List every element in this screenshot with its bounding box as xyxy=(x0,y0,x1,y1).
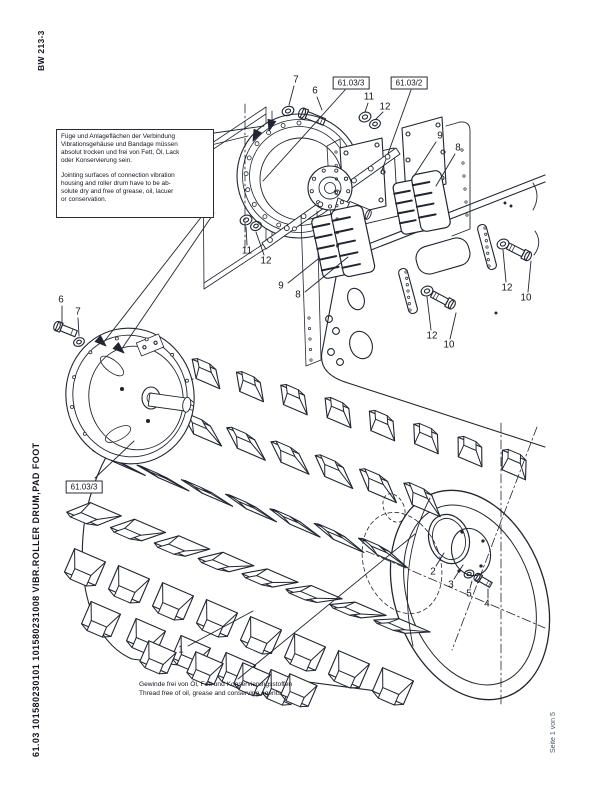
note-german-line-0: Füge und Anlageflächen der Verbindung xyxy=(61,133,176,140)
callout-12-3: 12 xyxy=(379,101,391,113)
callout-5-19: 5 xyxy=(466,588,472,600)
callout-8-5: 8 xyxy=(455,142,461,154)
note-german-line-1: Vibrationsgehäuse und Bandage müssen xyxy=(61,140,178,148)
part-number-title: 61.03 101580230101 101580231008 VIBR.ROLLER DRUM,PAD FOOT xyxy=(31,442,41,757)
machine-model-label: BW 213-3 xyxy=(36,30,46,71)
callout-12-9: 12 xyxy=(260,255,272,267)
callout-6-14: 6 xyxy=(58,294,64,306)
callout-6-1: 6 xyxy=(312,85,318,97)
callout-9-4: 9 xyxy=(437,130,443,142)
note-german-line-2: absolut trocken und frei von Fett, Öl, Lack xyxy=(61,148,180,156)
note-english-line-2: solute dry and free of grease, oil, lacuer xyxy=(61,187,174,195)
callout-4-20: 4 xyxy=(484,598,490,610)
callout-7-0: 7 xyxy=(293,74,299,86)
callout-7-15: 7 xyxy=(75,306,81,318)
note-german-line-3: oder Konservierung sein. xyxy=(61,156,133,164)
page-indicator: Seite 1 von 5 xyxy=(550,712,557,753)
ref-box-0: 61.03/3 xyxy=(333,77,370,90)
callout-12-10: 12 xyxy=(501,282,513,294)
note-german xyxy=(61,133,211,165)
callout-8-7: 8 xyxy=(295,289,301,301)
note-english-line-1: housing and roller drum have to be ab- xyxy=(61,179,171,187)
ref-box-1: 61.03/2 xyxy=(391,77,428,90)
note-english xyxy=(61,172,211,204)
callout-11-8: 11 xyxy=(241,245,253,257)
callout-2-17: 2 xyxy=(430,566,436,578)
callout-3-18: 3 xyxy=(448,579,454,591)
ref-box-2: 61.03/3 xyxy=(66,481,103,494)
thread-note-english: Thread free of oil, grease and conserving agents xyxy=(139,689,281,697)
callout-10-11: 10 xyxy=(520,292,532,304)
thread-note xyxy=(139,681,292,699)
callout-9-6: 9 xyxy=(278,280,284,292)
thread-note-german: Gewinde frei von Öl, Fett und Konservierungsstoffen xyxy=(139,681,293,688)
joining-surfaces-note-box xyxy=(56,129,214,218)
note-english-line-0: Jointing surfaces of connection vibration xyxy=(61,171,175,179)
callout-12-12: 12 xyxy=(426,330,438,342)
callout-10-13: 10 xyxy=(443,339,455,351)
callout-1-16: 1 xyxy=(178,644,184,656)
callout-11-2: 11 xyxy=(363,91,375,103)
note-english-line-3: or conservation. xyxy=(61,195,107,203)
